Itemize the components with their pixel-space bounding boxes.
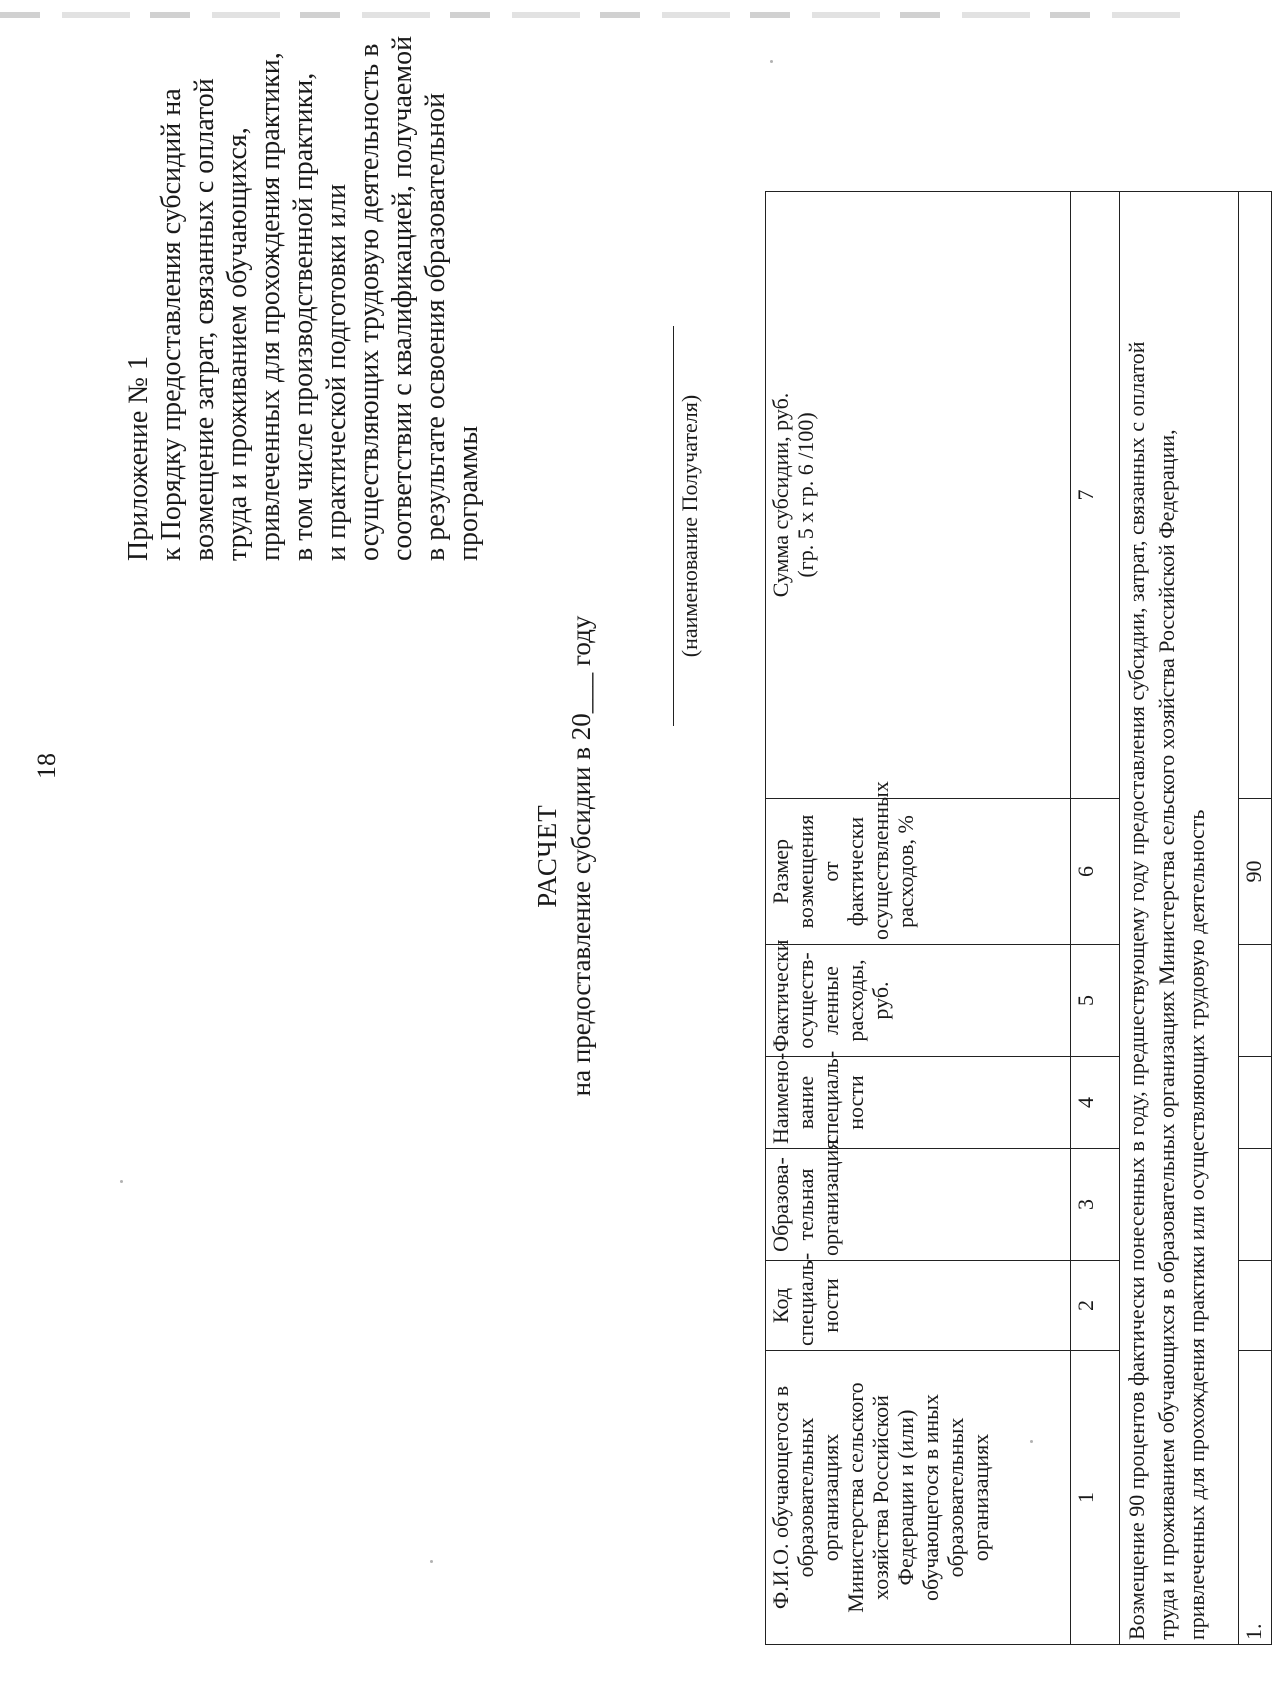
header-line: Министерства сельского [843,1382,868,1613]
section-note-line: привлеченных для прохождения практики или осуществляющих трудовую деятельность [1184,809,1209,1640]
appendix-line: Приложение № 1 [123,356,154,561]
appendix-line: и практической подготовки или [321,183,352,561]
page-number: 18 [32,753,61,779]
header-line: Размер [768,838,793,905]
header-line: хозяйства Российской [868,1395,893,1600]
appendix-line: привлеченных для прохождения практики, [255,52,286,561]
document-subtitle: на предоставление субсидии в 20___ году [566,615,596,1097]
appendix-line: к Порядку предоставления субсидий на [156,88,187,561]
header-line: (гр. 5 х гр. 6 /100) [793,412,818,578]
appendix-line: в результате освоения образовательной [420,92,451,561]
header-line: Код [768,1287,793,1324]
appendix-line: осуществляющих трудовую деятельность в [354,43,385,561]
header-line: расходов, % [893,815,918,928]
table-cell: 1. [1239,1351,1272,1645]
appendix-line: в том числе производственной практики, [288,72,319,561]
header-line: Сумма субсидии, руб. [768,392,793,598]
appendix-line: труда и проживанием обучающихся, [222,127,253,561]
recipient-underline [673,326,674,726]
header-line: Образова- [768,1157,793,1252]
header-line: расходы, [843,959,868,1042]
header-cell-fio [766,1351,1071,1645]
table-cell [1239,192,1272,799]
header-cell-subsidy-sum [766,192,1071,799]
table-cell [1239,1261,1272,1351]
column-number: 7 [1071,192,1120,799]
table-cell [1239,1149,1272,1261]
header-line: осуществ- [793,952,818,1049]
recipient-field [673,326,703,726]
header-line: возмещения от [793,814,843,929]
document-title: РАСЧЕТ [532,804,562,908]
header-line: вание [793,1075,818,1130]
table-cell [1239,1057,1272,1149]
scan-edge-noise [0,12,1200,18]
header-line: Фактически [768,939,793,1052]
header-cell-organization [766,1139,1071,1261]
header-line: Федерации и (или) [893,1409,918,1586]
column-number-row [1071,192,1120,1645]
header-cell-code [766,1252,1071,1351]
column-number: 1 [1071,1351,1120,1645]
header-cell-expenses [766,939,1071,1057]
column-number: 2 [1071,1261,1120,1351]
calculation-table [765,191,1272,1645]
document-heading [530,306,598,1406]
header-line: ности [843,1075,868,1130]
table-header-row [766,192,1071,1645]
header-cell-specialty-name [766,1050,1071,1149]
header-line: образовательных организациях [793,1417,843,1578]
appendix-note [122,35,485,561]
column-number: 3 [1071,1149,1120,1261]
table-section-note-row [1120,192,1239,1645]
rotated-document-page [90,35,1266,1646]
header-line: ности [818,1278,843,1333]
appendix-line: программы [453,425,484,561]
section-note-cell [1120,192,1239,1645]
header-line: тельная [793,1168,818,1241]
column-number: 5 [1071,945,1120,1057]
header-line: Ф.И.О. обучающегося в [768,1385,793,1610]
table-cell: 90 [1239,799,1272,945]
header-line: осуществленных [868,781,893,940]
table-cell [1239,945,1272,1057]
appendix-line: возмещение затрат, связанных с оплатой [189,78,220,561]
header-line: обучающегося в иных [918,1394,943,1601]
header-line: Наимено- [768,1052,793,1144]
table-row [1239,192,1272,1645]
recipient-caption: (наименование Получателя) [677,394,702,658]
appendix-line: соответствии с квалификацией, получаемой [387,35,418,561]
column-number: 6 [1071,799,1120,945]
section-note-line: труда и проживанием обучающихся в образовательных организациях Министерства сельского хозяйства Российской Федерации, [1154,429,1179,1640]
header-line: специаль- [818,1050,843,1144]
column-number: 4 [1071,1057,1120,1149]
header-line: ленные [818,966,843,1035]
header-line: фактически [843,816,868,927]
header-line: организация [818,1139,843,1256]
header-line: специаль- [793,1252,818,1346]
section-note-line: Возмещение 90 процентов фактически понесенных в году, предшествующему году предоставления субсидии, затрат, связанных с оплатой [1124,341,1149,1640]
header-line: образовательных организациях [943,1417,993,1578]
header-cell-reimbursement-rate [766,781,1071,945]
header-line: руб. [868,981,893,1020]
